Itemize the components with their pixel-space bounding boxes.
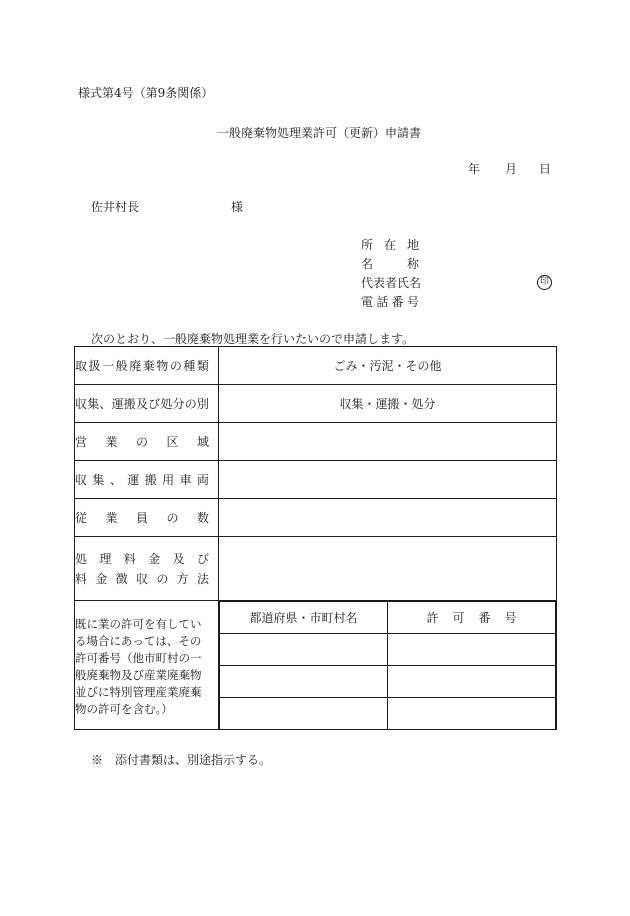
attachment-note: ※ 添付書類は、別途指示する。 [91,753,272,767]
char: 員 [135,511,148,525]
spaced-text [75,395,218,412]
char: 域 [196,435,209,449]
table-row [75,385,557,423]
row-value[interactable] [219,499,557,537]
char: 運 [127,473,140,487]
char: 在 [383,238,396,252]
spaced-text [75,570,218,587]
table-row [75,347,557,385]
char: 集 [87,397,100,411]
char: 車 [179,473,192,487]
spaced-text [361,255,419,272]
row-label [75,385,219,423]
table-row [220,698,556,730]
char: の [135,435,148,449]
page-title: 一般廃棄物処理業許可（更新）申請書 [217,126,422,140]
char: 料 [75,572,88,586]
char: 業 [105,435,118,449]
char: 号 [406,295,419,309]
applicant-address-label [361,236,419,253]
char: 収 [135,572,148,586]
char: 、 [109,473,122,487]
char: 扱 [88,359,101,373]
seal-mark [537,273,552,290]
char: 廃 [129,359,142,373]
table-row [75,601,557,730]
char: 運 [111,397,124,411]
char: 営 [75,435,88,449]
char: 及 [135,397,148,411]
char: 処 [160,397,173,411]
row-value[interactable] [219,461,557,499]
char: 搬 [144,473,157,487]
table-row [75,461,557,499]
row-value[interactable]: 収集・運搬・処分 [219,385,557,423]
date-month: 月 [505,162,518,176]
spaced-text [361,236,419,253]
row-label [75,423,219,461]
application-table [74,346,557,730]
date-day: 日 [539,162,552,176]
spaced-text [75,550,218,567]
char: 及 [172,552,185,566]
table-row [220,666,556,698]
permit-number-cell[interactable] [388,634,556,666]
char: 集 [92,473,105,487]
permit-subtable [219,601,556,729]
char: の [184,397,197,411]
intro-text: 次のとおり、一般廃棄物処理業を行いたいので申請します。 [91,332,415,346]
row-value[interactable] [219,423,557,461]
char: 類 [196,359,209,373]
permit-line: 並びに特別管理産業廃棄 [75,685,202,699]
table-row [75,423,557,461]
row-value[interactable]: ごみ・汚泥・その他 [219,347,557,385]
spaced-text [75,509,218,526]
char: 一 [102,359,115,373]
table-row [220,602,556,634]
row-value[interactable] [219,537,557,601]
char: 従 [75,511,88,525]
char: 地 [406,238,419,252]
permit-number-header [388,602,556,634]
prefecture-header: 都道府県・市町村名 [220,602,388,634]
char: 方 [176,572,189,586]
prefecture-cell[interactable] [220,698,388,730]
addressee-name: 佐井村長 [91,200,140,214]
applicant-representative-label: 代表者氏名 [361,276,422,290]
char: 別 [196,397,209,411]
char: 法 [196,572,209,586]
char: 金 [95,572,108,586]
permit-line: 物の許可を含む。） [75,702,173,716]
spaced-text [361,293,419,310]
applicant-name-label [361,255,419,272]
permit-line: 許可番号（他市町村の一 [75,651,202,665]
row-label [75,601,219,730]
char: 、 [99,397,112,411]
permit-line: 既に業の許可を有してい [75,617,202,631]
prefecture-cell[interactable] [220,634,388,666]
form-number: 様式第4号（第9条関係） [78,86,214,100]
row-label [75,537,219,601]
char: 収 [75,473,88,487]
char: 数 [196,511,209,525]
char: 処 [75,552,88,566]
char: 所 [361,238,374,252]
char: 収 [75,397,88,411]
table-row [75,499,557,537]
table-row [75,537,557,601]
char: 取 [75,359,88,373]
permit-number-cell[interactable] [388,698,556,730]
char: 分 [172,397,185,411]
char: 搬 [123,397,136,411]
char: 電 [361,295,374,309]
spaced-text [75,357,218,374]
char: の [169,359,182,373]
prefecture-cell[interactable] [220,666,388,698]
char: 物 [156,359,169,373]
spaced-text [75,433,218,450]
char: び [148,397,161,411]
permit-line: る場合にあっては、その [75,634,202,648]
char: 徴 [115,572,128,586]
date-year: 年 [468,162,481,176]
char: 両 [196,473,209,487]
char: 話 [376,295,389,309]
char: 用 [162,473,175,487]
char: 般 [115,359,128,373]
permit-subtable-cell [219,601,557,730]
char: の [166,511,179,525]
row-label [75,461,219,499]
row-label [75,347,219,385]
row-label [75,499,219,537]
permit-number-header-text: 許可番号 [426,611,531,625]
char: 金 [148,552,161,566]
permit-number-cell[interactable] [388,666,556,698]
seal-icon: 印 [537,275,552,290]
char: 名 [361,257,374,271]
spaced-text [75,471,218,488]
addressee-honorific: 様 [231,200,244,214]
char: 業 [105,511,118,525]
char: 理 [99,552,112,566]
applicant-phone-label [361,293,419,310]
char: 料 [123,552,136,566]
table-row [220,634,556,666]
char: び [196,552,209,566]
char: の [156,572,169,586]
char: 種 [183,359,196,373]
char: 称 [406,257,419,271]
char: 棄 [142,359,155,373]
char: 番 [391,295,404,309]
char: 区 [166,435,179,449]
permit-line: 般廃棄物及び産業廃棄物 [75,668,202,682]
